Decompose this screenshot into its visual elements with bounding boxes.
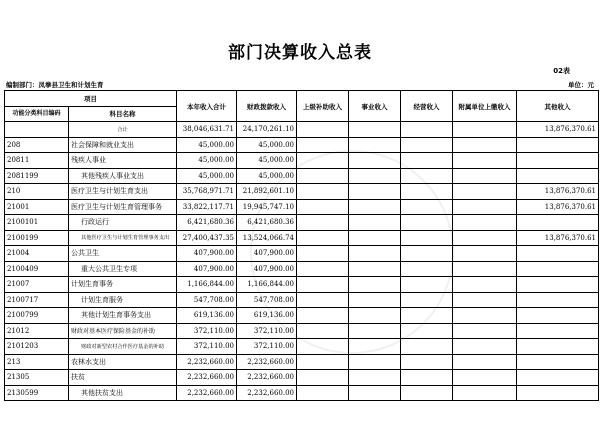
- cell-operating: [401, 168, 453, 184]
- header-subject-name: 科目名称: [69, 106, 177, 122]
- cell-other: [517, 215, 599, 231]
- table-row: [5, 246, 599, 262]
- cell-affiliated: [453, 370, 517, 386]
- header-superior-subsidy: 上级补助收入: [297, 91, 349, 122]
- cell-superior-subsidy: [297, 199, 349, 215]
- table-row: [5, 354, 599, 370]
- cell-operating: [401, 184, 453, 200]
- cell-total-income: 45,000.00: [177, 153, 237, 169]
- cell-fiscal: 2,232,660.00: [237, 354, 297, 370]
- cell-total-income: 407,900.00: [177, 261, 237, 277]
- cell-superior-subsidy: [297, 277, 349, 293]
- cell-business: [349, 370, 401, 386]
- table-row: [5, 184, 599, 200]
- cell-fiscal: 372,110.00: [237, 323, 297, 339]
- cell-other: [517, 308, 599, 324]
- cell-business: [349, 153, 401, 169]
- cell-operating: [401, 323, 453, 339]
- cell-affiliated: [453, 246, 517, 262]
- cell-superior-subsidy: [297, 122, 349, 138]
- cell-operating: [401, 153, 453, 169]
- cell-total-income: 2,232,660.00: [177, 370, 237, 386]
- cell-code: 2100199: [5, 230, 69, 246]
- cell-superior-subsidy: [297, 370, 349, 386]
- cell-subject-name: 农林水支出: [69, 354, 177, 370]
- cell-subject-name: 财政对基本医疗保险基金的补助: [69, 323, 177, 339]
- cell-code: 208: [5, 137, 69, 153]
- cell-total-income: 27,400,437.35: [177, 230, 237, 246]
- cell-operating: [401, 230, 453, 246]
- cell-total-income: 35,768,971.71: [177, 184, 237, 200]
- cell-superior-subsidy: [297, 339, 349, 355]
- cell-total-income: 407,900.00: [177, 246, 237, 262]
- cell-fiscal: 619,136.00: [237, 308, 297, 324]
- cell-business: [349, 184, 401, 200]
- cell-business: [349, 261, 401, 277]
- cell-superior-subsidy: [297, 354, 349, 370]
- cell-code: 21004: [5, 246, 69, 262]
- meta-line: [6, 80, 594, 90]
- cell-operating: [401, 354, 453, 370]
- cell-subject-name: 财政对新型农村合作医疗基金的补助: [69, 339, 177, 355]
- cell-other: 13,876,370.61: [517, 184, 599, 200]
- cell-business: [349, 385, 401, 401]
- income-summary-table: [4, 90, 599, 401]
- cell-other: 13,876,370.61: [517, 122, 599, 138]
- cell-affiliated: [453, 277, 517, 293]
- table-row: [5, 323, 599, 339]
- cell-fiscal: 24,170,261.10: [237, 122, 297, 138]
- cell-subject-name: 计划生育服务: [69, 292, 177, 308]
- cell-subject-name: 重大公共卫生专项: [69, 261, 177, 277]
- cell-subject-name: 扶贫: [69, 370, 177, 386]
- cell-superior-subsidy: [297, 168, 349, 184]
- header-business: 事业收入: [349, 91, 401, 122]
- cell-fiscal: 547,708.00: [237, 292, 297, 308]
- cell-subject-name: 其他医疗卫生与计划生育管理事务支出: [69, 230, 177, 246]
- table-row: [5, 199, 599, 215]
- table-body: [5, 122, 599, 401]
- header-operating: 经营收入: [401, 91, 453, 122]
- cell-fiscal: 407,900.00: [237, 261, 297, 277]
- table-row: [5, 385, 599, 401]
- cell-subject-name: 其他扶贫支出: [69, 385, 177, 401]
- cell-operating: [401, 277, 453, 293]
- cell-total-income: 2,232,660.00: [177, 354, 237, 370]
- cell-business: [349, 246, 401, 262]
- cell-fiscal: 407,900.00: [237, 246, 297, 262]
- cell-affiliated: [453, 339, 517, 355]
- table-row: [5, 370, 599, 386]
- form-number: 02表: [553, 67, 570, 75]
- cell-superior-subsidy: [297, 230, 349, 246]
- cell-fiscal: 372,110.00: [237, 339, 297, 355]
- cell-total-income: 619,136.00: [177, 308, 237, 324]
- cell-affiliated: [453, 215, 517, 231]
- cell-business: [349, 277, 401, 293]
- cell-operating: [401, 246, 453, 262]
- cell-business: [349, 323, 401, 339]
- cell-affiliated: [453, 153, 517, 169]
- cell-total-income: 33,822,117.71: [177, 199, 237, 215]
- cell-business: [349, 230, 401, 246]
- cell-affiliated: [453, 354, 517, 370]
- table-row: [5, 292, 599, 308]
- cell-code: 2100101: [5, 215, 69, 231]
- cell-fiscal: 19,945,747.10: [237, 199, 297, 215]
- cell-code: 210: [5, 184, 69, 200]
- cell-other: [517, 370, 599, 386]
- cell-business: [349, 215, 401, 231]
- cell-code: 2101203: [5, 339, 69, 355]
- cell-code: 21012: [5, 323, 69, 339]
- header-affiliated: 附属单位上缴收入: [453, 91, 517, 122]
- cell-operating: [401, 292, 453, 308]
- header-item: 项目: [5, 91, 177, 107]
- cell-other: 13,876,370.61: [517, 199, 599, 215]
- table-row: [5, 153, 599, 169]
- cell-fiscal: 13,524,066.74: [237, 230, 297, 246]
- cell-business: [349, 339, 401, 355]
- table-row: [5, 261, 599, 277]
- cell-other: 13,876,370.61: [517, 230, 599, 246]
- cell-operating: [401, 261, 453, 277]
- cell-fiscal: 21,892,601.10: [237, 184, 297, 200]
- cell-operating: [401, 308, 453, 324]
- cell-superior-subsidy: [297, 323, 349, 339]
- cell-affiliated: [453, 137, 517, 153]
- cell-business: [349, 122, 401, 138]
- cell-affiliated: [453, 168, 517, 184]
- cell-superior-subsidy: [297, 308, 349, 324]
- cell-fiscal: 2,232,660.00: [237, 385, 297, 401]
- cell-code: 20811: [5, 153, 69, 169]
- table-row: [5, 137, 599, 153]
- cell-affiliated: [453, 385, 517, 401]
- cell-superior-subsidy: [297, 137, 349, 153]
- cell-superior-subsidy: [297, 385, 349, 401]
- cell-superior-subsidy: [297, 184, 349, 200]
- cell-code: 2100409: [5, 261, 69, 277]
- cell-code: 21007: [5, 277, 69, 293]
- cell-code: 2130599: [5, 385, 69, 401]
- cell-operating: [401, 215, 453, 231]
- cell-other: [517, 277, 599, 293]
- cell-affiliated: [453, 230, 517, 246]
- cell-affiliated: [453, 122, 517, 138]
- cell-code: 21001: [5, 199, 69, 215]
- cell-subject-name: 残疾人事业: [69, 153, 177, 169]
- cell-code: 2100799: [5, 308, 69, 324]
- cell-total-income: 45,000.00: [177, 137, 237, 153]
- cell-code: 2081199: [5, 168, 69, 184]
- cell-operating: [401, 370, 453, 386]
- cell-operating: [401, 122, 453, 138]
- cell-fiscal: 2,232,660.00: [237, 370, 297, 386]
- cell-code: [5, 122, 69, 138]
- cell-subject-name: 其他计划生育事务支出: [69, 308, 177, 324]
- cell-other: [517, 339, 599, 355]
- cell-other: [517, 137, 599, 153]
- cell-total-income: 547,708.00: [177, 292, 237, 308]
- cell-business: [349, 292, 401, 308]
- cell-total-income: 45,000.00: [177, 168, 237, 184]
- cell-business: [349, 137, 401, 153]
- page-title: 部门决算收入总表: [228, 43, 372, 63]
- cell-subject-name: 其他残疾人事业支出: [69, 168, 177, 184]
- cell-fiscal: 1,166,844.00: [237, 277, 297, 293]
- cell-superior-subsidy: [297, 246, 349, 262]
- cell-affiliated: [453, 261, 517, 277]
- cell-other: [517, 168, 599, 184]
- cell-affiliated: [453, 292, 517, 308]
- cell-operating: [401, 385, 453, 401]
- cell-subject-name: 合计: [69, 122, 177, 138]
- cell-fiscal: 45,000.00: [237, 153, 297, 169]
- cell-business: [349, 168, 401, 184]
- header-fiscal: 财政拨款收入: [237, 91, 297, 122]
- cell-total-income: 1,166,844.00: [177, 277, 237, 293]
- cell-operating: [401, 137, 453, 153]
- table-row: [5, 122, 599, 138]
- cell-superior-subsidy: [297, 215, 349, 231]
- header-other: 其他收入: [517, 91, 599, 122]
- cell-subject-name: 公共卫生: [69, 246, 177, 262]
- cell-fiscal: 6,421,680.36: [237, 215, 297, 231]
- cell-superior-subsidy: [297, 261, 349, 277]
- cell-operating: [401, 199, 453, 215]
- cell-subject-name: 计划生育事务: [69, 277, 177, 293]
- cell-affiliated: [453, 308, 517, 324]
- cell-other: [517, 261, 599, 277]
- department-label: 编制部门：凤拳县卫生和计划生育: [6, 81, 104, 89]
- table-row: [5, 339, 599, 355]
- cell-subject-name: 社会保障和就业支出: [69, 137, 177, 153]
- cell-other: [517, 292, 599, 308]
- table-row: [5, 308, 599, 324]
- table-row: [5, 168, 599, 184]
- cell-superior-subsidy: [297, 292, 349, 308]
- cell-affiliated: [453, 323, 517, 339]
- cell-other: [517, 153, 599, 169]
- cell-business: [349, 354, 401, 370]
- cell-affiliated: [453, 199, 517, 215]
- cell-subject-name: 医疗卫生与计划生育支出: [69, 184, 177, 200]
- cell-fiscal: 45,000.00: [237, 137, 297, 153]
- cell-fiscal: 45,000.00: [237, 168, 297, 184]
- cell-subject-name: 行政运行: [69, 215, 177, 231]
- cell-total-income: 38,046,631.71: [177, 122, 237, 138]
- cell-business: [349, 308, 401, 324]
- cell-other: [517, 385, 599, 401]
- cell-other: [517, 246, 599, 262]
- header-func-code: 功能分类科目编码: [5, 106, 69, 122]
- cell-affiliated: [453, 184, 517, 200]
- cell-business: [349, 199, 401, 215]
- cell-superior-subsidy: [297, 153, 349, 169]
- cell-code: 2100717: [5, 292, 69, 308]
- header-total-income: 本年收入合计: [177, 91, 237, 122]
- table-row: [5, 215, 599, 231]
- cell-total-income: 372,110.00: [177, 339, 237, 355]
- cell-subject-name: 医疗卫生与计划生育管理事务: [69, 199, 177, 215]
- cell-other: [517, 323, 599, 339]
- unit-label: 单位：元: [568, 81, 594, 89]
- cell-total-income: 2,232,660.00: [177, 385, 237, 401]
- cell-code: 21305: [5, 370, 69, 386]
- cell-other: [517, 354, 599, 370]
- cell-total-income: 372,110.00: [177, 323, 237, 339]
- cell-code: 213: [5, 354, 69, 370]
- table-row: [5, 230, 599, 246]
- cell-operating: [401, 339, 453, 355]
- table-row: [5, 277, 599, 293]
- cell-total-income: 6,421,680.36: [177, 215, 237, 231]
